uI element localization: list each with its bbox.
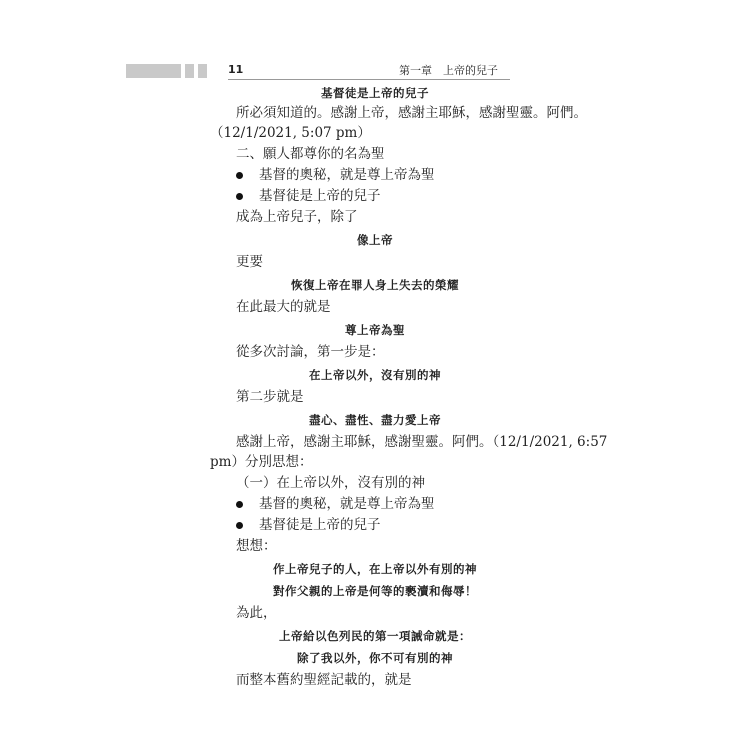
- paragraph-line: 從多次討論，第一步是：: [236, 344, 385, 360]
- bullet-icon: [236, 522, 243, 529]
- paragraph-line: （12/1/2021, 5:07 pm）: [210, 125, 371, 141]
- bullet-icon: [236, 172, 243, 179]
- centered-heading: 基督徒是上帝的兒子: [321, 86, 429, 100]
- running-header: [0, 60, 750, 82]
- bullet-item: [236, 516, 381, 534]
- centered-heading: 像上帝: [357, 233, 393, 247]
- bullet-item: [236, 495, 435, 513]
- paragraph-line: 想想：: [236, 538, 277, 554]
- page-number: 11: [228, 63, 244, 76]
- centered-heading: 上帝給以色列民的第一項誡命就是：: [279, 629, 471, 643]
- bullet-icon: [236, 193, 243, 200]
- header-rule: [228, 79, 510, 80]
- paragraph-line: 在此最大的就是: [236, 299, 331, 315]
- centered-heading: 對作父親的上帝是何等的褻瀆和侮辱！: [273, 584, 477, 598]
- header-decor-bar: [198, 64, 207, 78]
- header-decor-bar: [185, 64, 194, 78]
- paragraph-line: 為此，: [236, 605, 277, 621]
- paragraph-line: 所必須知道的。感謝上帝，感謝主耶穌，感謝聖靈。阿們。: [236, 105, 587, 121]
- paragraph-line: 成為上帝兒子，除了: [236, 209, 358, 225]
- bullet-text: 基督徒是上帝的兒子: [259, 517, 381, 533]
- section-heading: （一）在上帝以外，沒有別的神: [236, 475, 425, 491]
- bullet-text: 基督徒是上帝的兒子: [259, 188, 381, 204]
- paragraph-line: 第二步就是: [236, 389, 304, 405]
- centered-heading: 在上帝以外，沒有別的神: [309, 368, 441, 382]
- centered-heading: 除了我以外，你不可有別的神: [297, 651, 453, 665]
- centered-heading: 盡心、盡性、盡力愛上帝: [309, 413, 441, 427]
- bullet-item: [236, 187, 381, 205]
- bullet-item: [236, 166, 435, 184]
- centered-heading: 作上帝兒子的人，在上帝以外有別的神: [273, 562, 477, 576]
- bullet-icon: [236, 501, 243, 508]
- header-decor-bar: [126, 64, 181, 78]
- paragraph-line: 感謝上帝，感謝主耶穌，感謝聖靈。阿們。（12/1/2021, 6:57: [236, 434, 608, 450]
- paragraph-line: pm）分別思想：: [210, 454, 313, 470]
- centered-heading: 尊上帝為聖: [345, 323, 405, 337]
- centered-heading: 恢復上帝在罪人身上失去的榮耀: [291, 278, 459, 292]
- bullet-text: 基督的奧秘，就是尊上帝為聖: [259, 496, 435, 512]
- bullet-text: 基督的奧秘，就是尊上帝為聖: [259, 167, 435, 183]
- chapter-title: 第一章 上帝的兒子: [399, 64, 498, 77]
- paragraph-line: 更要: [236, 254, 263, 270]
- section-heading: 二、願人都尊你的名為聖: [236, 146, 385, 162]
- paragraph-line: 而整本舊約聖經記載的，就是: [236, 672, 412, 688]
